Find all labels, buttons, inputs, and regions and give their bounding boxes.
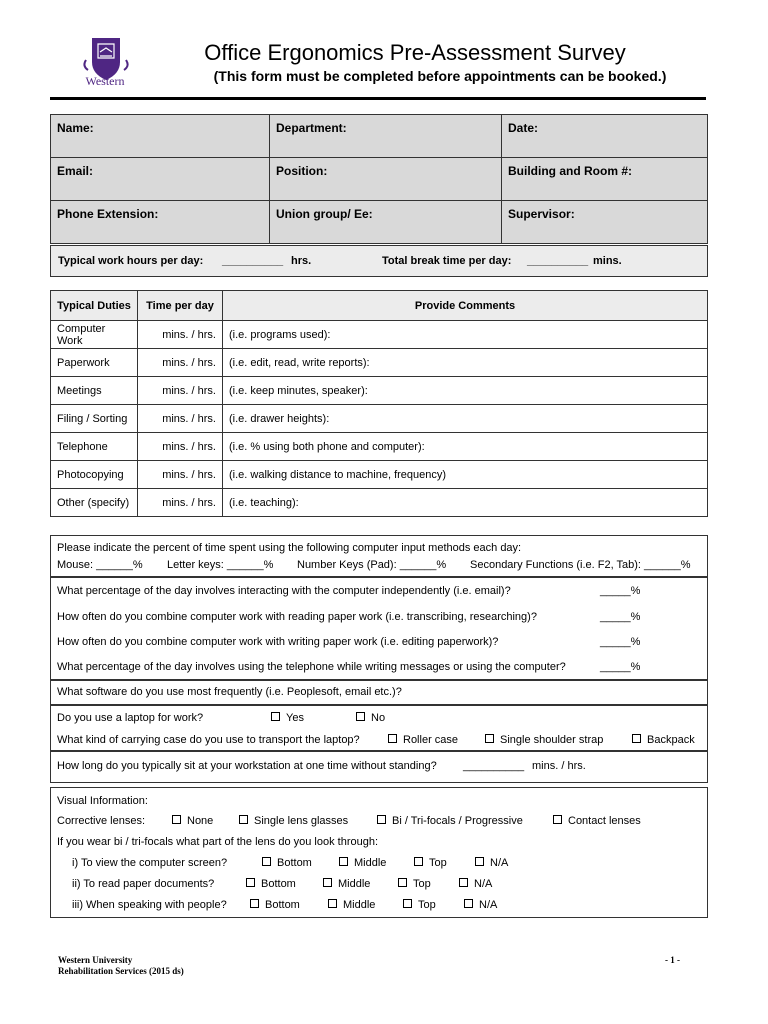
visual-heading: Visual Information: — [57, 795, 148, 807]
break-time-unit: mins. — [593, 255, 622, 267]
email-field[interactable]: Email: — [51, 158, 270, 201]
option-middle[interactable] — [339, 857, 386, 869]
time-cell[interactable]: mins. / hrs. — [138, 321, 223, 349]
comment-cell[interactable]: (i.e. % using both phone and computer): — [223, 433, 708, 461]
lenses-label: Corrective lenses: — [57, 815, 146, 827]
checkbox-icon[interactable] — [271, 712, 280, 721]
info-row — [51, 158, 708, 201]
hours-box — [50, 245, 708, 277]
comment-cell[interactable]: (i.e. edit, read, write reports): — [223, 349, 708, 377]
option-na[interactable] — [459, 878, 492, 890]
checkbox-icon[interactable] — [328, 899, 337, 908]
visual-info-box — [50, 787, 708, 918]
work-hours-blank[interactable]: __________ — [222, 255, 284, 267]
option-label: None — [187, 815, 214, 827]
option-label: Single shoulder strap — [500, 734, 604, 746]
option-bottom[interactable] — [250, 899, 300, 911]
duty-cell: Computer Work — [51, 321, 138, 349]
question-text: What percentage of the day involves interacting with the computer independently (i.e. email)? — [57, 585, 511, 597]
position-field[interactable]: Position: — [270, 158, 502, 201]
option-top[interactable] — [398, 878, 431, 890]
checkbox-icon[interactable] — [485, 734, 494, 743]
option-label: Top — [418, 899, 436, 911]
laptop-no-option[interactable] — [356, 712, 385, 724]
option-middle[interactable] — [328, 899, 375, 911]
comment-cell[interactable]: (i.e. programs used): — [223, 321, 708, 349]
roller-case-option[interactable] — [388, 734, 458, 746]
checkbox-icon[interactable] — [246, 878, 255, 887]
sitting-unit: mins. / hrs. — [532, 760, 586, 772]
duty-cell: Filing / Sorting — [51, 405, 138, 433]
sub-question: i) To view the computer screen? — [72, 857, 228, 869]
building-room-field[interactable]: Building and Room #: — [502, 158, 708, 201]
duty-cell: Paperwork — [51, 349, 138, 377]
bifocal-question: If you wear bi / tri-focals what part of the lens do you look through: — [57, 836, 379, 848]
percent-questions-box — [50, 576, 708, 681]
checkbox-icon[interactable] — [250, 899, 259, 908]
phone-extension-field[interactable]: Phone Extension: — [51, 201, 270, 244]
lens-bifocal-option[interactable] — [377, 815, 523, 827]
option-label: Bottom — [277, 857, 312, 869]
sub-question: ii) To read paper documents? — [72, 878, 215, 890]
checkbox-icon[interactable] — [414, 857, 423, 866]
checkbox-icon[interactable] — [356, 712, 365, 721]
option-label: Bottom — [265, 899, 300, 911]
option-label: Top — [413, 878, 431, 890]
break-time-label: Total break time per day: — [382, 255, 512, 267]
table-row — [51, 349, 708, 377]
duty-cell: Meetings — [51, 377, 138, 405]
option-label: Contact lenses — [568, 815, 641, 827]
answer-blank[interactable]: _____% — [600, 636, 641, 648]
checkbox-icon[interactable] — [388, 734, 397, 743]
laptop-yes-option[interactable] — [271, 712, 304, 724]
duties-table — [50, 290, 708, 517]
answer-blank[interactable]: _____% — [600, 585, 641, 597]
answer-blank[interactable]: _____% — [600, 661, 641, 673]
option-label: Middle — [338, 878, 371, 890]
backpack-option[interactable] — [632, 734, 695, 746]
software-box — [50, 679, 708, 706]
option-bottom[interactable] — [246, 878, 296, 890]
info-grid — [50, 114, 708, 244]
question-text: How often do you combine computer work with reading paper work (i.e. transcribing, researching)? — [57, 611, 537, 623]
lens-single-option[interactable] — [239, 815, 348, 827]
break-time-blank[interactable]: __________ — [527, 255, 589, 267]
input-methods-box — [50, 535, 708, 578]
single-strap-option[interactable] — [485, 734, 603, 746]
option-bottom[interactable] — [262, 857, 312, 869]
option-label: Bi / Tri-focals / Progressive — [392, 815, 523, 827]
option-label: N/A — [479, 899, 498, 911]
time-cell[interactable]: mins. / hrs. — [138, 349, 223, 377]
table-row — [51, 321, 708, 349]
union-group-field[interactable]: Union group/ Ee: — [270, 201, 502, 244]
option-na[interactable] — [475, 857, 508, 869]
checkbox-icon[interactable] — [239, 815, 248, 824]
time-cell[interactable]: mins. / hrs. — [138, 433, 223, 461]
comment-cell[interactable]: (i.e. walking distance to machine, frequency) — [223, 461, 708, 489]
checkbox-icon[interactable] — [464, 899, 473, 908]
work-hours-label: Typical work hours per day: — [58, 255, 204, 267]
comment-cell[interactable]: (i.e. teaching): — [223, 489, 708, 517]
option-label: Roller case — [403, 734, 459, 746]
checkbox-icon[interactable] — [172, 815, 181, 824]
checkbox-icon[interactable] — [403, 899, 412, 908]
footer-org: Western University — [58, 955, 133, 965]
table-row — [51, 377, 708, 405]
checkbox-icon[interactable] — [377, 815, 386, 824]
number-keys-percent[interactable]: Number Keys (Pad): ______% — [297, 559, 447, 571]
option-label: N/A — [490, 857, 509, 869]
laptop-box — [50, 704, 708, 752]
form-subtitle: (This form must be completed before appointments can be booked.) — [213, 68, 667, 84]
option-label: Single lens glasses — [254, 815, 349, 827]
option-top[interactable] — [403, 899, 436, 911]
duty-cell: Photocopying — [51, 461, 138, 489]
question-text: How often do you combine computer work with writing paper work (i.e. editing paperwork)? — [57, 636, 499, 648]
carrying-case-question: What kind of carrying case do you use to transport the laptop? — [57, 734, 360, 746]
info-row — [51, 201, 708, 244]
lens-none-option[interactable] — [172, 815, 213, 827]
logo-text: Western — [85, 74, 125, 88]
secondary-functions-percent[interactable]: Secondary Functions (i.e. F2, Tab): ______% — [470, 559, 691, 571]
table-row — [51, 433, 708, 461]
option-label: N/A — [474, 878, 493, 890]
supervisor-field[interactable]: Supervisor: — [502, 201, 708, 244]
comment-cell[interactable]: (i.e. keep minutes, speaker): — [223, 377, 708, 405]
option-top[interactable] — [414, 857, 447, 869]
table-row — [51, 461, 708, 489]
checkbox-icon[interactable] — [459, 878, 468, 887]
time-cell[interactable]: mins. / hrs. — [138, 377, 223, 405]
checkbox-icon[interactable] — [632, 734, 641, 743]
sitting-box — [50, 750, 708, 783]
time-cell[interactable]: mins. / hrs. — [138, 489, 223, 517]
department-field[interactable]: Department: — [270, 115, 502, 158]
answer-blank[interactable]: _____% — [600, 611, 641, 623]
question-text: What percentage of the day involves using the telephone while writing messages or using the computer? — [57, 661, 566, 673]
option-middle[interactable] — [323, 878, 370, 890]
col-header-comments: Provide Comments — [223, 291, 708, 321]
comment-cell[interactable]: (i.e. drawer heights): — [223, 405, 708, 433]
duty-cell: Telephone — [51, 433, 138, 461]
header-rule — [50, 97, 706, 100]
laptop-question: Do you use a laptop for work? — [57, 712, 204, 724]
date-field[interactable]: Date: — [502, 115, 708, 158]
table-row — [51, 489, 708, 517]
sitting-blank[interactable]: __________ — [463, 760, 525, 772]
option-label: Bottom — [261, 878, 296, 890]
info-row — [51, 115, 708, 158]
table-row — [51, 405, 708, 433]
option-label: No — [371, 712, 386, 724]
mouse-percent[interactable]: Mouse: ______% — [57, 559, 143, 571]
col-header-duties: Typical Duties — [51, 291, 138, 321]
col-header-time: Time per day — [138, 291, 223, 321]
option-label: Yes — [286, 712, 304, 724]
sitting-question: How long do you typically sit at your workstation at one time without standing? — [57, 760, 437, 772]
software-question[interactable]: What software do you use most frequently (i.e. Peoplesoft, email etc.)? — [57, 686, 402, 698]
checkbox-icon[interactable] — [475, 857, 484, 866]
sub-question: iii) When speaking with people? — [72, 899, 227, 911]
checkbox-icon[interactable] — [398, 878, 407, 887]
input-methods-intro: Please indicate the percent of time spent using the following computer input methods each day: — [57, 542, 522, 554]
time-cell[interactable]: mins. / hrs. — [138, 405, 223, 433]
lens-contacts-option[interactable] — [553, 815, 641, 827]
work-hours-unit: hrs. — [291, 255, 312, 267]
checkbox-icon[interactable] — [262, 857, 271, 866]
footer-dept: Rehabilitation Services (2015 ds) — [58, 966, 184, 976]
duties-header-row — [51, 291, 708, 321]
option-label: Backpack — [647, 734, 695, 746]
form-title: Office Ergonomics Pre-Assessment Survey — [204, 40, 626, 65]
option-label: Middle — [343, 899, 376, 911]
checkbox-icon[interactable] — [553, 815, 562, 824]
option-label: Top — [429, 857, 447, 869]
checkbox-icon[interactable] — [339, 857, 348, 866]
letter-keys-percent[interactable]: Letter keys: ______% — [167, 559, 274, 571]
name-field[interactable]: Name: — [51, 115, 270, 158]
option-na[interactable] — [464, 899, 497, 911]
time-cell[interactable]: mins. / hrs. — [138, 461, 223, 489]
page-number: - 1 - — [665, 955, 680, 965]
checkbox-icon[interactable] — [323, 878, 332, 887]
duty-cell: Other (specify) — [51, 489, 138, 517]
option-label: Middle — [354, 857, 387, 869]
